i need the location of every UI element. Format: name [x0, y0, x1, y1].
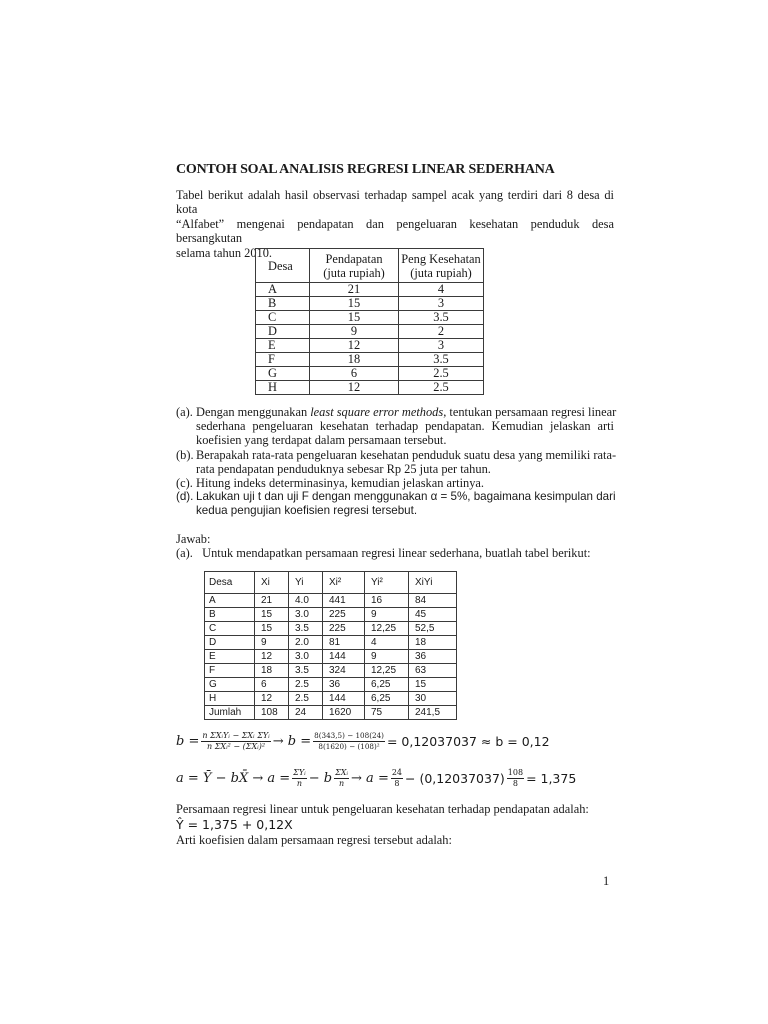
question-line: rata pendapatan penduduknya sebesar Rp 25 juta per tahun. [196, 461, 491, 476]
header-desa: Desa [256, 249, 310, 283]
header-yi [289, 572, 323, 594]
calculation-table [204, 571, 457, 720]
table-cell: 3 [399, 297, 484, 311]
question-d [176, 490, 614, 518]
question-label: (b). [176, 447, 194, 462]
header-yi2 [365, 572, 409, 594]
header-unit: (juta rupiah) [410, 265, 472, 280]
table-cell: D [256, 325, 310, 339]
table-cell: H [205, 692, 255, 706]
table-cell: 12 [310, 339, 399, 353]
table-cell: 63 [409, 664, 457, 678]
table-cell: G [256, 367, 310, 381]
header-xi2 [323, 572, 365, 594]
table-cell: 84 [409, 594, 457, 608]
coefficient-meaning-text: Arti koefisien dalam persamaan regresi tersebut adalah: [176, 833, 452, 847]
question-line: Hitung indeks determinasinya, kemudian jelaskan artinya. [196, 476, 485, 491]
table-cell: 21 [310, 283, 399, 297]
fraction-denominator: 8 [512, 779, 518, 788]
header-label: Xi² [329, 576, 342, 588]
formula-text: b = [176, 734, 200, 749]
header-peng-kesehatan [399, 249, 484, 283]
header-desa [205, 572, 255, 594]
table-cell: 12 [310, 381, 399, 395]
fraction-numerator: 24 [391, 768, 403, 777]
table-row [205, 594, 457, 608]
header-label: Yi² [371, 576, 383, 588]
table-cell: 52,5 [409, 622, 457, 636]
table-cell: 9 [365, 608, 409, 622]
question-c [176, 476, 614, 490]
header-label: Yi [295, 576, 304, 588]
question-label: (d). [176, 490, 194, 504]
fraction-denominator: n [296, 779, 302, 788]
table-cell: 3 [399, 339, 484, 353]
table-row [256, 381, 484, 395]
table-body [205, 594, 457, 706]
table-cell: 15 [310, 297, 399, 311]
intro-line: “Alfabet” mengenai pendapatan dan pengeluaran kesehatan penduduk desa bersangkutan [176, 216, 614, 246]
fraction-denominator: n ΣXᵢ² − (ΣXᵢ)² [207, 742, 266, 751]
formula-a [176, 768, 576, 789]
table-cell: 441 [323, 594, 365, 608]
table-cell: 225 [323, 608, 365, 622]
table-cell: 225 [323, 622, 365, 636]
table-cell: 15 [255, 608, 289, 622]
answer-a [176, 546, 591, 560]
table-row [256, 339, 484, 353]
question-a [176, 405, 617, 448]
table-cell: 6,25 [365, 678, 409, 692]
table-row [205, 664, 457, 678]
conclusion-text: Persamaan regresi linear untuk pengeluaran kesehatan terhadap pendapatan adalah: [176, 802, 589, 816]
table-cell: 3.5 [289, 664, 323, 678]
formula-result: = 1,375 [526, 771, 577, 786]
page-title: CONTOH SOAL ANALISIS REGRESI LINEAR SEDERHANA [176, 162, 555, 177]
table-cell: B [256, 297, 310, 311]
table-row [205, 650, 457, 664]
question-line: sederhana pengeluaran kesehatan terhadap pendapatan. Kemudian jelaskan arti [196, 419, 614, 434]
fraction-numerator: 108 [507, 768, 524, 777]
formula-text: − (0,12037037) [405, 771, 505, 786]
table-cell: 6 [255, 678, 289, 692]
table-cell: 2.5 [289, 678, 323, 692]
table-cell: 144 [323, 692, 365, 706]
table-cell: 12,25 [365, 664, 409, 678]
table-cell: 21 [255, 594, 289, 608]
table-cell: 36 [409, 650, 457, 664]
table-cell: 9 [365, 650, 409, 664]
table-cell: 2.5 [399, 381, 484, 395]
table-cell: 6 [310, 367, 399, 381]
table-row [256, 367, 484, 381]
table-cell: 2.5 [399, 367, 484, 381]
formula-fraction [313, 731, 385, 752]
table-row [205, 608, 457, 622]
page-number: 1 [603, 874, 610, 888]
formula-fraction [507, 768, 524, 789]
table-row [205, 678, 457, 692]
question-line [196, 405, 617, 419]
question-text: Dengan menggunakan [196, 405, 311, 419]
regression-equation: Ŷ = 1,375 + 0,12X [176, 817, 293, 832]
table-cell: 4 [365, 636, 409, 650]
table-cell: Jumlah [205, 706, 255, 720]
table-header-row [205, 572, 457, 594]
table-cell: 15 [255, 622, 289, 636]
table-cell: 36 [323, 678, 365, 692]
table-cell: F [205, 664, 255, 678]
table-cell: 2.0 [289, 636, 323, 650]
table-cell: 18 [255, 664, 289, 678]
table-cell: E [256, 339, 310, 353]
table-cell: E [205, 650, 255, 664]
table-cell: 9 [255, 636, 289, 650]
intro-line: Tabel berikut adalah hasil observasi terhadap sampel acak yang terdiri dari 8 desa di kota [176, 188, 614, 217]
question-label: (a). [176, 405, 193, 419]
table-cell: 108 [255, 706, 289, 720]
table-cell: H [256, 381, 310, 395]
question-line: Berapakah rata-rata pengeluaran kesehatan penduduk suatu desa yang memiliki rata- [196, 447, 617, 462]
table-cell: 3.5 [399, 353, 484, 367]
formula-fraction [201, 731, 270, 752]
table-row [256, 311, 484, 325]
table-cell: 144 [323, 650, 365, 664]
table-cell: 24 [289, 706, 323, 720]
header-pendapatan [310, 249, 399, 283]
formula-result: = 0,12037037 ≈ b = 0,12 [386, 734, 550, 749]
table-cell: A [205, 594, 255, 608]
table-row [256, 283, 484, 297]
table-cell: 241,5 [409, 706, 457, 720]
fraction-denominator: n [338, 779, 345, 788]
header-label: Pendapatan [325, 251, 383, 266]
table-cell: 324 [323, 664, 365, 678]
question-line: Lakukan uji t dan uji F dengan menggunakan α = 5%, bagaimana kesimpulan dari [196, 490, 616, 504]
table-cell: 75 [365, 706, 409, 720]
header-label: Peng Kesehatan [401, 251, 481, 266]
table-header-row [256, 249, 484, 283]
data-table [255, 248, 484, 395]
fraction-denominator: 8 [394, 779, 400, 788]
table-cell: 4.0 [289, 594, 323, 608]
table-cell: 18 [310, 353, 399, 367]
table-cell: 15 [409, 678, 457, 692]
table-cell: 3.0 [289, 608, 323, 622]
table-cell: 4 [399, 283, 484, 297]
table-cell: 18 [409, 636, 457, 650]
question-list [176, 405, 617, 519]
fraction-numerator: 8(343,5) − 108(24) [314, 731, 384, 740]
formula-text: a = Ȳ − bX̄ → a = [176, 771, 291, 786]
table-cell: G [205, 678, 255, 692]
table-row [256, 353, 484, 367]
formula-fraction [391, 768, 403, 789]
table-row [256, 325, 484, 339]
question-b [176, 447, 617, 476]
header-unit: (juta rupiah) [323, 265, 385, 280]
header-label: Xi [261, 576, 270, 588]
question-line: koefisien yang terdapat dalam persamaan tersebut. [196, 433, 447, 448]
formula-text: → b = [272, 734, 312, 749]
table-cell: 15 [310, 311, 399, 325]
table-cell: C [256, 311, 310, 325]
table-cell: 9 [310, 325, 399, 339]
table-cell: D [205, 636, 255, 650]
question-text: , tentukan persamaan regresi linear [443, 405, 617, 419]
table-cell: 2 [399, 325, 484, 339]
table-body [256, 283, 484, 395]
fraction-numerator: ΣYᵢ [293, 768, 306, 777]
question-line: kedua pengujian koefisien regresi tersebut. [196, 504, 418, 518]
formula-b [176, 731, 550, 752]
table-cell: 12 [255, 650, 289, 664]
table-cell: B [205, 608, 255, 622]
fraction-denominator: 8(1620) − (108)² [318, 742, 380, 751]
table-cell: 12,25 [365, 622, 409, 636]
question-emphasis: least square error methods [310, 405, 444, 419]
answer-label: (a). [176, 546, 193, 560]
formula-text: → a = [351, 771, 389, 786]
header-label: Desa [209, 576, 233, 588]
table-row [205, 692, 457, 706]
header-label: XiYi [415, 576, 433, 588]
table-cell: 3.5 [399, 311, 484, 325]
table-cell: 1620 [323, 706, 365, 720]
table-row [205, 636, 457, 650]
table-cell: 45 [409, 608, 457, 622]
answer-text: Untuk mendapatkan persamaan regresi linear sederhana, buatlah tabel berikut: [202, 546, 591, 560]
table-cell: 6,25 [365, 692, 409, 706]
header-xi [255, 572, 289, 594]
table-cell: A [256, 283, 310, 297]
table-cell: C [205, 622, 255, 636]
table-cell: 2.5 [289, 692, 323, 706]
header-xiyi [409, 572, 457, 594]
table-total-row [205, 706, 457, 720]
table-cell: 3.0 [289, 650, 323, 664]
fraction-numerator: n ΣXᵢYᵢ − ΣXᵢ ΣYᵢ [202, 731, 270, 740]
question-label: (c). [176, 476, 193, 491]
intro-line: selama tahun 2010. [176, 245, 273, 260]
formula-text: − b [308, 771, 333, 786]
formula-fraction [292, 768, 307, 789]
table-row [256, 297, 484, 311]
table-row [205, 622, 457, 636]
formula-fraction [334, 768, 349, 789]
answer-heading: Jawab: [176, 532, 211, 546]
table-cell: 30 [409, 692, 457, 706]
fraction-numerator: ΣXᵢ [335, 768, 349, 777]
table-cell: 81 [323, 636, 365, 650]
table-cell: 12 [255, 692, 289, 706]
table-cell: 3.5 [289, 622, 323, 636]
table-cell: F [256, 353, 310, 367]
table-cell: 16 [365, 594, 409, 608]
